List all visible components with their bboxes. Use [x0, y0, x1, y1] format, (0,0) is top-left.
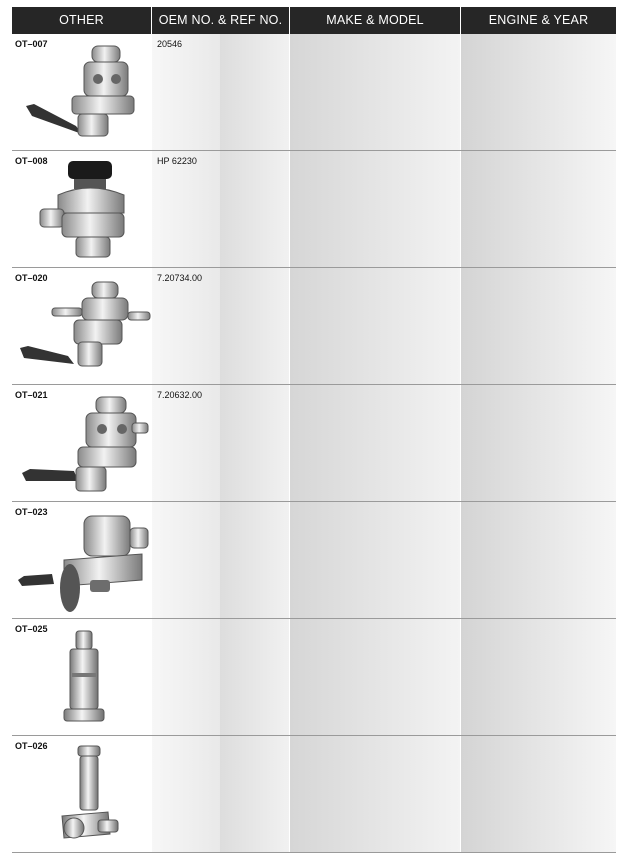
oem-cell	[152, 151, 220, 268]
ref-cell	[220, 268, 289, 385]
image-cell	[12, 736, 151, 853]
oem-cell	[152, 736, 220, 853]
oem-cell	[152, 619, 220, 736]
make-model-cell	[290, 385, 460, 502]
engine-year-cell	[461, 34, 616, 151]
make-model-cell	[290, 619, 460, 736]
ref-cell	[220, 34, 289, 151]
part-code: OT–026	[15, 741, 48, 751]
header-engine-year: ENGINE & YEAR	[461, 7, 616, 34]
oem-number: 20546	[157, 39, 183, 49]
table-row	[12, 34, 616, 151]
table-row	[12, 385, 616, 502]
engine-year-cell	[461, 268, 616, 385]
primer-pump-icon	[12, 736, 151, 853]
ref-cell	[220, 619, 289, 736]
ref-cell	[220, 151, 289, 268]
engine-year-cell	[461, 502, 616, 619]
table-row	[12, 502, 616, 619]
image-cell	[12, 151, 151, 268]
header-oem: OEM NO. & REF NO.	[152, 7, 289, 34]
table-row	[12, 151, 616, 268]
row-divider	[12, 852, 616, 853]
fuel-pump-icon	[12, 151, 151, 268]
primer-pump-icon	[12, 619, 151, 736]
part-code: OT–020	[15, 273, 48, 283]
header-make-model: MAKE & MODEL	[290, 7, 460, 34]
fuel-pump-icon	[12, 268, 151, 385]
part-code: OT–025	[15, 624, 48, 634]
table-row	[12, 268, 616, 385]
make-model-cell	[290, 151, 460, 268]
engine-year-cell	[461, 385, 616, 502]
oem-cell	[152, 268, 220, 385]
oem-cell	[152, 502, 220, 619]
make-model-cell	[290, 268, 460, 385]
part-code: OT–023	[15, 507, 48, 517]
make-model-cell	[290, 502, 460, 619]
part-code: OT–007	[15, 39, 48, 49]
image-cell	[12, 268, 151, 385]
fuel-pump-icon	[12, 502, 151, 619]
fuel-pump-icon	[12, 385, 151, 502]
oem-number: 7.20632.00	[157, 390, 203, 400]
part-code: OT–008	[15, 156, 48, 166]
engine-year-cell	[461, 619, 616, 736]
oem-cell	[152, 385, 220, 502]
fuel-pump-icon	[12, 34, 151, 151]
ref-cell	[220, 502, 289, 619]
oem-cell	[152, 34, 220, 151]
part-code: OT–021	[15, 390, 48, 400]
make-model-cell	[290, 34, 460, 151]
image-cell	[12, 34, 151, 151]
oem-number: 7.20734.00	[157, 273, 203, 283]
header-other: OTHER	[12, 7, 151, 34]
table-row	[12, 619, 616, 736]
engine-year-cell	[461, 736, 616, 853]
engine-year-cell	[461, 151, 616, 268]
make-model-cell	[290, 736, 460, 853]
oem-number: HP 62230	[157, 156, 197, 166]
image-cell	[12, 619, 151, 736]
ref-cell	[220, 385, 289, 502]
image-cell	[12, 502, 151, 619]
table-row	[12, 736, 616, 853]
ref-cell	[220, 736, 289, 853]
image-cell	[12, 385, 151, 502]
